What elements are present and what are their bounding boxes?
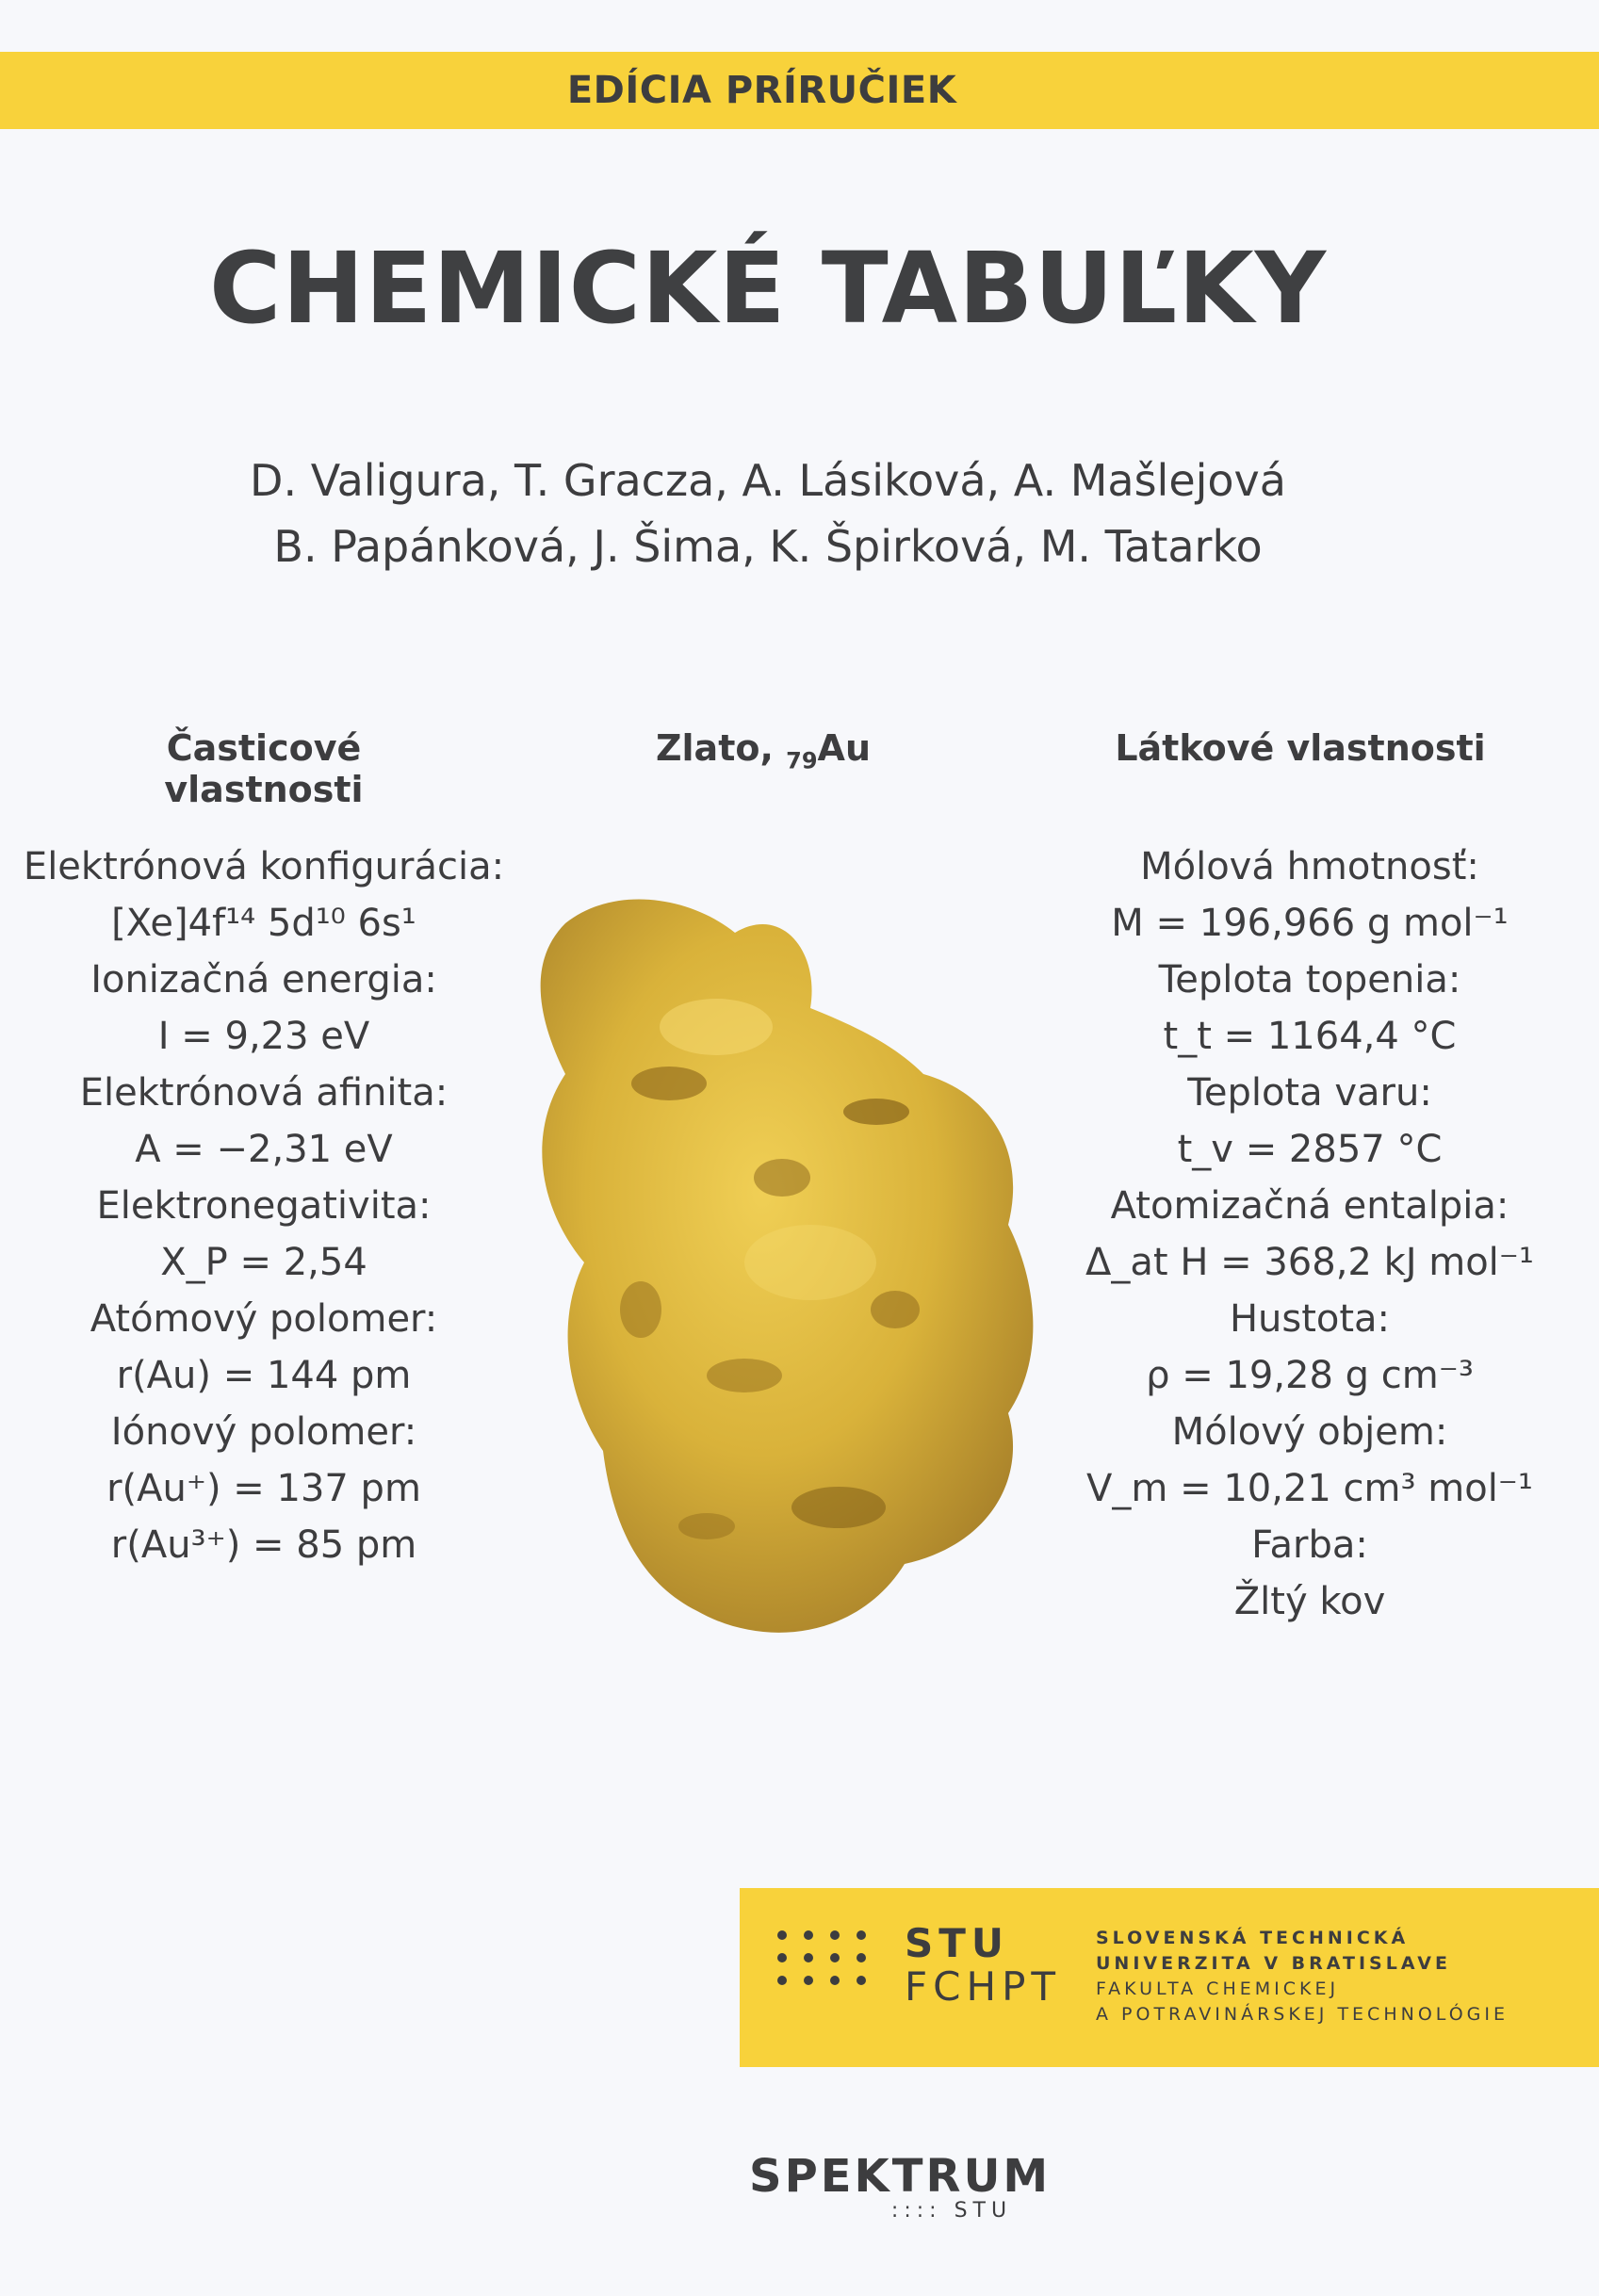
density-value: ρ = 19,28 g cm⁻³ — [1146, 1354, 1474, 1397]
mv-value: V_m = 10,21 cm³ mol⁻¹ — [1086, 1467, 1533, 1510]
ar-label: Atómový polomer: — [90, 1297, 438, 1341]
mm-label: Mólová hmotnosť: — [1140, 845, 1479, 888]
book-title: CHEMICKÉ TABUĽKY — [209, 231, 1327, 346]
element-name: Zlato, — [655, 727, 787, 769]
density-label: Hustota: — [1229, 1297, 1391, 1341]
substance-heading: Látkové vlastnosti — [1115, 727, 1486, 769]
publisher-sub-text: STU — [954, 2199, 1013, 2223]
element-number: 79 — [786, 747, 818, 774]
university-name — [1096, 1926, 1509, 2027]
ir-value-2: r(Au³⁺) = 85 pm — [110, 1523, 417, 1567]
ar-value: r(Au) = 144 pm — [116, 1354, 412, 1397]
en-value: X_P = 2,54 — [160, 1241, 367, 1284]
mm-value: M = 196,966 g mol⁻¹ — [1111, 902, 1509, 945]
ie-label: Ionizačná energia: — [90, 958, 437, 1001]
element-symbol: Au — [817, 727, 872, 769]
ae-label: Atomizačná entalpia: — [1110, 1184, 1509, 1228]
university-band — [740, 1888, 1599, 2067]
publisher-sub: :::: STU — [890, 2199, 1013, 2223]
ec-label: Elektrónová konfigurácia: — [23, 845, 505, 888]
stu-dots-logo — [777, 1930, 866, 1985]
bp-label: Teplota varu: — [1187, 1071, 1432, 1115]
mp-label: Teplota topenia: — [1158, 958, 1461, 1001]
ea-label: Elektrónová afinita: — [79, 1071, 449, 1115]
faculty-line-1: FAKULTA CHEMICKEJ — [1096, 1978, 1340, 1999]
mp-value: t_t = 1164,4 °C — [1163, 1015, 1457, 1058]
element-heading — [622, 727, 905, 774]
substance-properties — [1065, 839, 1555, 1630]
particle-properties — [19, 839, 509, 1573]
authors — [0, 448, 1536, 579]
ea-value: A = −2,31 eV — [135, 1128, 393, 1171]
bp-value: t_v = 2857 °C — [1177, 1128, 1443, 1171]
color-label: Farba: — [1251, 1523, 1368, 1567]
publisher-logo — [749, 2150, 1051, 2223]
fchpt-abbr: FCHPT — [905, 1963, 1062, 2010]
publisher-name: SPEKTRUM — [749, 2150, 1052, 2203]
ec-value: [Xe]4f¹⁴ 5d¹⁰ 6s¹ — [111, 902, 416, 945]
faculty-line-2: A POTRAVINÁRSKEJ TECHNOLÓGIE — [1096, 2004, 1509, 2025]
university-line-2: UNIVERZITA V BRATISLAVE — [1096, 1953, 1451, 1974]
color-value: Žltý kov — [1233, 1580, 1386, 1623]
particle-heading: Časticové vlastnosti — [164, 727, 364, 810]
authors-line-2: B. Papánková, J. Šima, K. Špirková, M. Tatarko — [273, 521, 1263, 572]
mv-label: Mólový objem: — [1171, 1410, 1448, 1454]
ir-value-1: r(Au⁺) = 137 pm — [106, 1467, 421, 1510]
authors-line-1: D. Valigura, T. Gracza, A. Lásiková, A. Mašlejová — [250, 455, 1286, 506]
en-label: Elektronegativita: — [96, 1184, 432, 1228]
university-abbreviation — [905, 1922, 1061, 2009]
series-label: EDÍCIA PRÍRUČIEK — [566, 69, 957, 112]
ie-value: I = 9,23 eV — [157, 1015, 370, 1058]
university-line-1: SLOVENSKÁ TECHNICKÁ — [1096, 1928, 1410, 1948]
stu-abbr: STU — [905, 1920, 1010, 1966]
series-band — [0, 52, 1599, 129]
ir-label: Iónový polomer: — [110, 1410, 417, 1454]
gold-nugget-image — [499, 867, 1084, 1668]
ae-value: Δ_at H = 368,2 kJ mol⁻¹ — [1085, 1241, 1534, 1284]
